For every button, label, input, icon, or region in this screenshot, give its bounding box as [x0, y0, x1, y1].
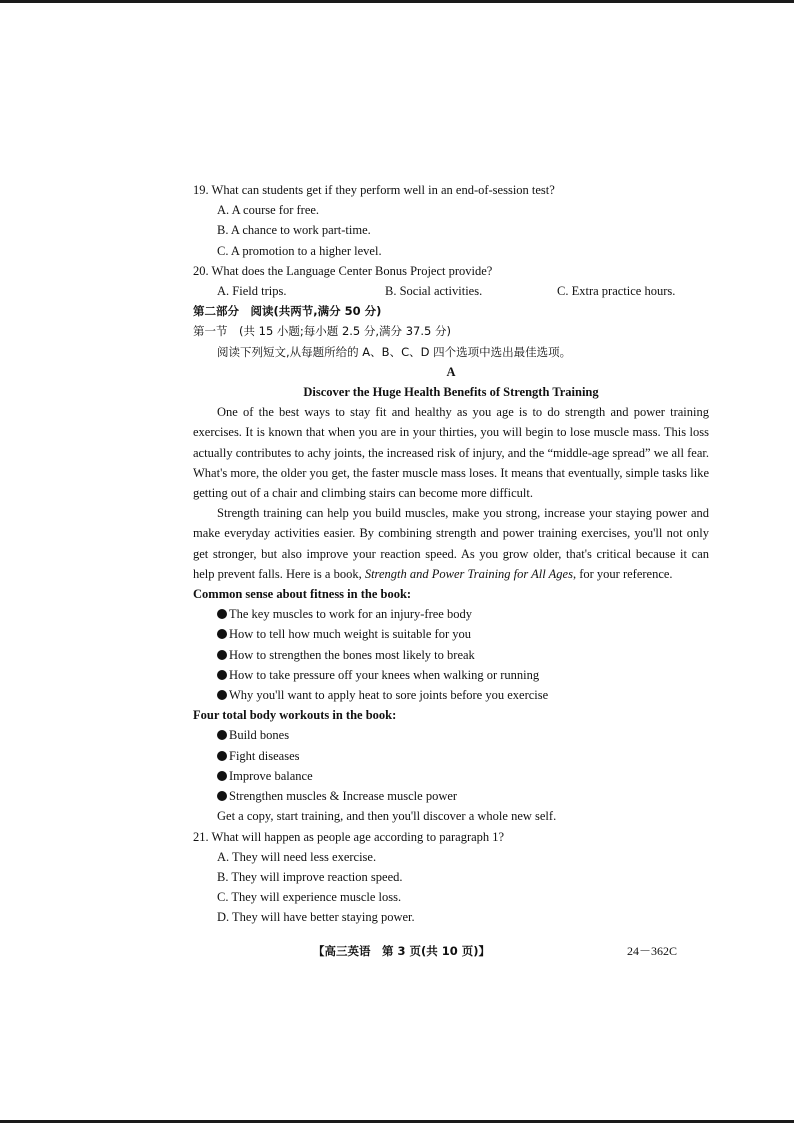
bullet-dot-icon [217, 730, 227, 740]
q20-option-a: A. Field trips. [217, 284, 287, 299]
bullet-dot-icon [217, 609, 227, 619]
bullet-dot-icon [217, 751, 227, 761]
q20-options [193, 281, 709, 301]
bullet-item: Fight diseases [193, 746, 709, 766]
question-20: 20. What does the Language Center Bonus Project provide? [193, 263, 493, 278]
q21-option-c: C. They will experience muscle loss. [217, 890, 402, 905]
page-number: 【高三英语 第 3 页(共 10 页)】 [313, 944, 491, 958]
bullet-item: Improve balance [193, 766, 709, 786]
bullet-item: How to tell how much weight is suitable for you [193, 624, 709, 644]
bullet-item: Build bones [193, 725, 709, 745]
book-title: Strength and Power Training for All Ages [364, 566, 573, 581]
reading-instruction: 阅读下列短文,从每题所给的 A、B、C、D 四个选项中选出最佳选项。 [217, 344, 572, 359]
section-2-title: 第二部分 阅读(共两节,满分 50 分) [193, 304, 382, 319]
paragraph-2-end: , for your reference. [572, 566, 673, 581]
bullet-item: The key muscles to work for an injury-free body [193, 604, 709, 624]
bullet-item: Why you'll want to apply heat to sore joints before you exercise [193, 685, 709, 705]
question-19: 19. What can students get if they perform well in an end-of-session test? [193, 183, 555, 197]
section-2-part-1: 第一节 (共 15 小题;每小题 2.5 分,满分 37.5 分) [193, 324, 451, 339]
bullet-dot-icon [217, 650, 227, 660]
q20-option-b: B. Social activities. [385, 284, 483, 299]
paragraph-1: One of the best ways to stay fit and healthy as you age is to do strength and power training exercises. It is known that when you are in your thirties, you will begin to lose muscle mass. This loss actually contributes to achy joints, the increased risk of injury, and the “middle-age spread” we all fear. What's more, the older you get, the faster muscle mass loses. It means that eventually, simple tasks like getting out of a chair and climbing stairs can become more difficult. [193, 405, 709, 501]
paragraph-2 [193, 503, 709, 584]
q21-option-d: D. They will have better staying power. [217, 910, 415, 925]
workouts-heading: Four total body workouts in the book: [193, 708, 397, 723]
paragraph-2-text: Strength training can help you build muscles, make you strong, increase your staying power and make everyday activities easier. By combining strength and power training exercises, you'll not only get stronger, but also improve your reaction speed. As you grow older, that's critical because it can help prevent falls. Here is a book, [193, 506, 709, 581]
bullet-dot-icon [217, 771, 227, 781]
q20-option-c: C. Extra practice hours. [557, 284, 676, 299]
question-21: 21. What will happen as people age according to paragraph 1? [193, 829, 505, 844]
closing-line: Get a copy, start training, and then you'll discover a whole new self. [217, 809, 557, 824]
passage-title: Discover the Huge Health Benefits of Strength Training [303, 385, 599, 400]
common-sense-heading: Common sense about fitness in the book: [193, 587, 412, 602]
q21-option-b: B. They will improve reaction speed. [217, 869, 403, 884]
bullet-item: Strengthen muscles & Increase muscle power [193, 786, 709, 806]
bullet-item: How to strengthen the bones most likely to break [193, 645, 709, 665]
bullet-item: How to take pressure off your knees when walking or running [193, 665, 709, 685]
q19-option-a: A. A course for free. [217, 203, 320, 218]
q19-option-b: B. A chance to work part-time. [217, 223, 371, 238]
q19-option-c: C. A promotion to a higher level. [217, 243, 382, 258]
bullet-dot-icon [217, 690, 227, 700]
q21-option-a: A. They will need less exercise. [217, 849, 377, 864]
top-border [0, 0, 794, 3]
bullet-dot-icon [217, 629, 227, 639]
exam-code: 24－362C [627, 944, 678, 958]
bullet-dot-icon [217, 670, 227, 680]
bullet-dot-icon [217, 791, 227, 801]
exam-page-content [193, 180, 709, 928]
passage-letter: A [446, 364, 456, 379]
